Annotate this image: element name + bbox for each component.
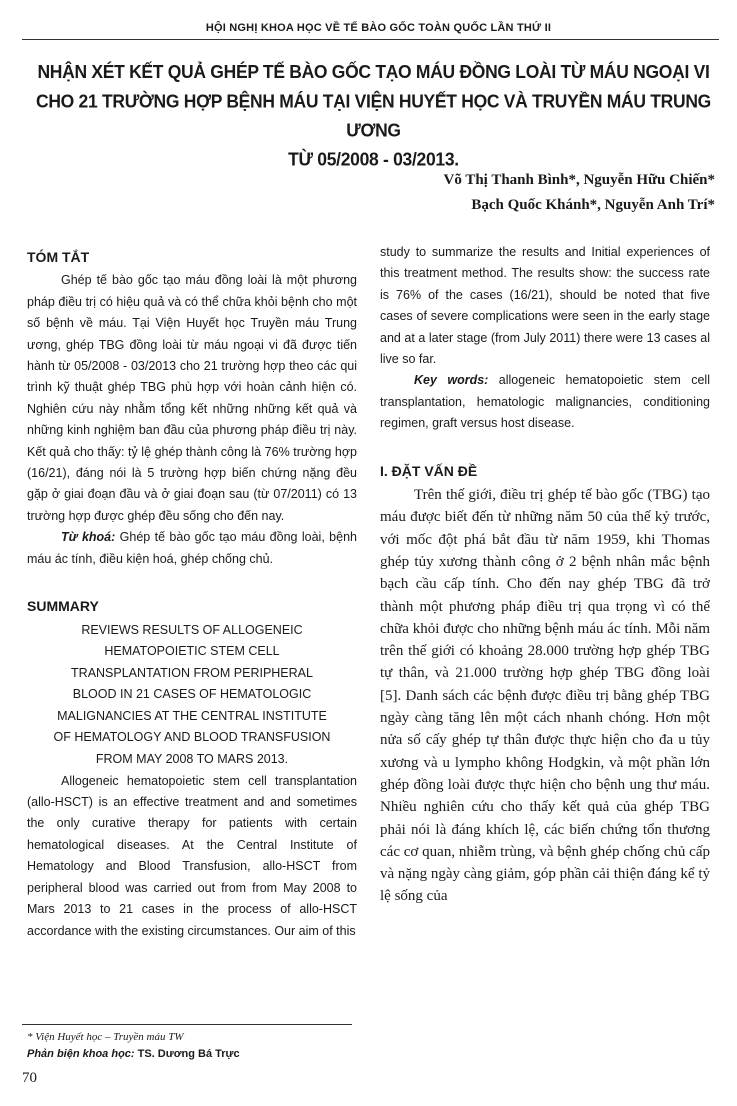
summary-heading: SUMMARY bbox=[27, 598, 99, 615]
reviewer-name: TS. Dương Bá Trực bbox=[134, 1048, 240, 1060]
authors-line: Võ Thị Thanh Bình*, Nguyễn Hữu Chiến* bbox=[443, 172, 715, 188]
paper-title bbox=[30, 58, 717, 175]
page-number: 70 bbox=[22, 1070, 37, 1086]
title-line: NHẬN XÉT KẾT QUẢ GHÉP TẾ BÀO GỐC TẠO MÁU ĐỒNG LOÀI TỪ MÁU NGOẠI VI bbox=[37, 60, 710, 83]
summary-body: Allogeneic hematopoietic stem cell transplantation (allo-HSCT) is an effective treatment and and sometimes the only curative therapy for patients with certain hematological diseases. At the Central Institute of Hematology and Blood Transfusion, allo-HSCT from peripheral blood was carried out from from May 2008 to Mars 2013 to 21 cases in the process of allo-HSCT accordance with the existing circumstances. Our aim of this bbox=[27, 773, 357, 938]
summary-title-line: FROM MAY 2008 TO MARS 2013. bbox=[95, 752, 289, 767]
footnotes bbox=[27, 1029, 240, 1063]
section-body: Trên thế giới, điều trị ghép tế bào gốc (TBG) tạo máu được biết đến từ những năm 50 của thế kỷ trước, với mốc đột phá bắt đầu từ năm 1959, khi Thomas ghép tủy xương thành công ở 2 bệnh nhân mắc bệnh bạch cầu cấp tính. Cho đến nay ghép TBG đã trở thành một phương pháp điều trị qua trọng vì có thể chữa khỏi được cho những bệnh máu ác tính. Mỗi năm trên thế giới có khoảng 28.000 trường hợp ghép TBG tự thân, và 21.000 trường hợp ghép TBG đồng loài [5]. Danh sách các bệnh được điều trị bằng ghép TBG ngày càng tăng lên một cách nhanh chóng. Hơn một nửa số cấy ghép tự thân được thực hiện cho đa u tủy xương và u lympho không Hodgkin, và một phần lớn ghép đồng loài được thực hiện cho bệnh ung thư máu. Nhiều nghiên cứu cho thấy kết quả của ghép TBG phải nói là đáng khích lệ, các biến chứng tổn thương các cơ quan, nhiễm trùng, và bệnh ghép chống chủ cấp và nặng ngày càng giảm, góp phần cải thiện đáng kể tỷ lệ sống của bbox=[380, 487, 710, 905]
affiliation-footnote: * Viện Huyết học – Truyền máu TW bbox=[27, 1031, 184, 1043]
keywords-vi bbox=[27, 527, 357, 570]
summary-title-line: BLOOD IN 21 CASES OF HEMATOLOGIC bbox=[72, 687, 312, 702]
keywords-en-label: Key words: bbox=[414, 373, 489, 388]
running-header: HỘI NGHỊ KHOA HỌC VỀ TẾ BÀO GỐC TOÀN QUỐC LẦN THỨ II bbox=[205, 22, 552, 34]
summary-title-line: REVIEWS RESULTS OF ALLOGENEIC bbox=[81, 622, 303, 637]
authors-line: Bạch Quốc Khánh*, Nguyễn Anh Trí* bbox=[471, 197, 715, 213]
keywords-en bbox=[380, 370, 710, 434]
keywords-en-text: allogeneic hematopoietic stem cell transplantation, hematologic malignancies, conditioning regimen, graft versus host disease. bbox=[380, 373, 710, 431]
keywords-vi-label: Từ khoá: bbox=[61, 530, 116, 545]
summary-body-continued: study to summarize the results and Initial experiences of this treatment method. The results show: the success rate is 76% of the cases (16/21), should be noted that five cases of severe complications were seen in the early stage and at a later stage (from July 2011) there were 13 cases al live so far. bbox=[380, 245, 710, 367]
header-rule bbox=[22, 39, 719, 40]
reviewer-footnote bbox=[27, 1046, 240, 1063]
summary-title-line: TRANSPLANTATION FROM PERIPHERAL bbox=[71, 665, 313, 680]
keywords-vi-text: Ghép tế bào gốc tạo máu đồng loài, bệnh máu ác tính, điều kiện hoá, ghép chống chủ. bbox=[27, 530, 357, 566]
title-line: TỪ 05/2008 - 03/2013. bbox=[288, 148, 459, 170]
summary-title-line: MALIGNANCIES AT THE CENTRAL INSTITUTE bbox=[57, 708, 327, 723]
abstract-vi-heading: TÓM TẮT bbox=[27, 249, 90, 265]
footnote-rule bbox=[22, 1024, 352, 1025]
reviewer-label: Phản biện khoa học: bbox=[27, 1048, 135, 1060]
summary-title-line: HEMATOPOIETIC STEM CELL bbox=[104, 644, 280, 659]
abstract-vi-body: Ghép tế bào gốc tạo máu đồng loài là một phương pháp điều trị có hiệu quả và có thể chữa khỏi bệnh cho một số bệnh về máu. Tại Viện Huyết học Truyền máu Trung ương, ghép TBG đồng loài từ máu ngoại vi đã được tiến hành từ 05/2008 - 03/2013 cho 21 trường hợp theo các qui trình kỹ thuật ghép TBG phù hợp với hoàn cảnh hiện có. Nghiên cứu này nhằm tổng kết những những kết quả và những kinh nghiệm ban đầu của phương pháp điều trị này. Kết quả cho thấy: tỷ lệ ghép thành công là 76% trường hợp (16/21), đáng nói là 5 trường hợp biến chứng nặng đều gặp ở giai đoạn đầu và ở giai đoạn sau (từ 07/2011) có 13 trường hợp được ghép đều sống cho đến nay. bbox=[27, 273, 357, 523]
section-heading: I. ĐẶT VẤN ĐỀ bbox=[380, 462, 478, 479]
title-line: CHO 21 TRƯỜNG HỢP BỆNH MÁU TẠI VIỆN HUYẾT HỌC VÀ TRUYỀN MÁU TRUNG ƯƠNG bbox=[35, 90, 711, 141]
left-column bbox=[27, 247, 357, 942]
right-column bbox=[380, 242, 710, 908]
authors bbox=[444, 168, 715, 218]
summary-title-line: OF HEMATOLOGY AND BLOOD TRANSFUSION bbox=[53, 730, 331, 745]
summary-title bbox=[27, 620, 357, 771]
